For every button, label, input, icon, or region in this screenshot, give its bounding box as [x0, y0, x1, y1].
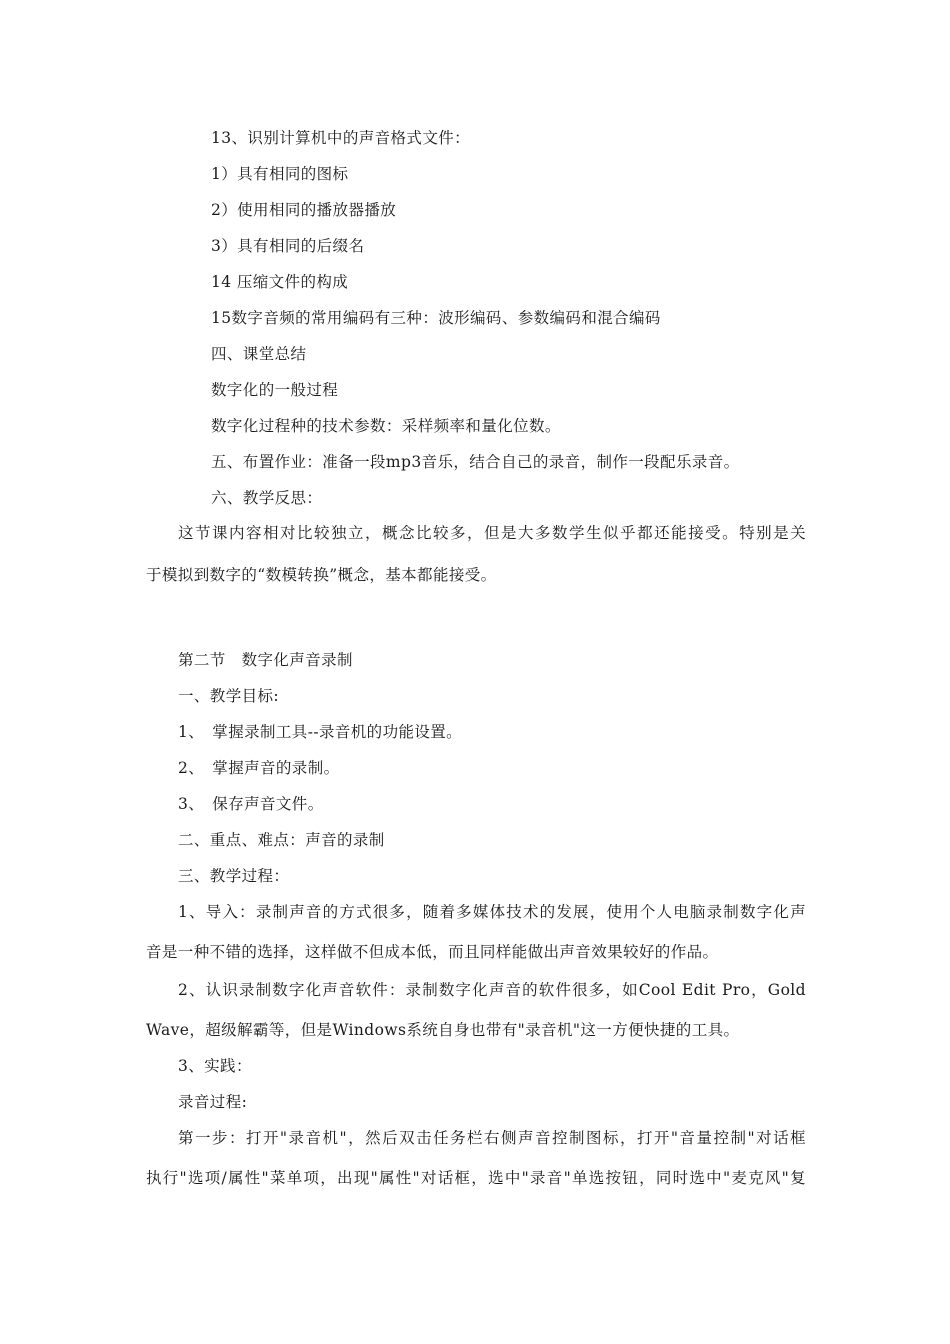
list-item-15: 15数字音频的常用编码有三种：波形编码、参数编码和混合编码 — [211, 309, 661, 327]
goals-heading: 一、教学目标: — [178, 687, 280, 705]
step1-paragraph-line-2: 执行"选项/属性"菜单项，出现"属性"对话框，选中"录音"单选按钮，同时选中"麦克风"复 — [146, 1169, 806, 1187]
list-item-13-2: 2）使用相同的播放器播放 — [211, 201, 397, 219]
section-title: 第二节 数字化声音录制 — [178, 651, 353, 669]
software-paragraph-line-1: 2、认识录制数字化声音软件：录制数字化声音的软件很多，如Cool Edit Pro，Gold — [178, 981, 806, 999]
intro-paragraph-line-2: 音是一种不错的选择，这样做不但成本低，而且同样能做出声音效果较好的作品。 — [146, 943, 719, 961]
key-points-heading: 二、重点、难点：声音的录制 — [178, 831, 385, 849]
goal-item-1: 1、 掌握录制工具--录音机的功能设置。 — [178, 723, 463, 741]
recording-process-heading: 录音过程: — [178, 1093, 248, 1111]
homework-heading: 五、布置作业：准备一段mp3音乐，结合自己的录音，制作一段配乐录音。 — [211, 453, 740, 471]
list-item-13-3: 3）具有相同的后缀名 — [211, 237, 365, 255]
goal-item-3: 3、 保存声音文件。 — [178, 795, 324, 813]
intro-paragraph-line-1: 1、导入：录制声音的方式很多，随着多媒体技术的发展，使用个人电脑录制数字化声 — [178, 903, 806, 921]
reflection-paragraph-line-2: 于模拟到数字的“数模转换”概念，基本都能接受。 — [146, 566, 497, 584]
step1-paragraph-line-1: 第一步：打开"录音机"，然后双击任务栏右侧声音控制图标，打开"音量控制"对话框 — [178, 1129, 806, 1147]
process-heading: 三、教学过程： — [178, 867, 290, 885]
practice-heading: 3、实践： — [178, 1057, 252, 1075]
software-paragraph-line-2: Wave，超级解霸等，但是Windows系统自身也带有"录音机"这一方便快捷的工具。 — [146, 1021, 740, 1039]
reflection-heading: 六、教学反思： — [211, 489, 323, 507]
summary-point-2: 数字化过程种的技术参数：采样频率和量化位数。 — [211, 417, 561, 435]
list-item-13: 13、识别计算机中的声音格式文件： — [211, 129, 471, 147]
list-item-13-1: 1）具有相同的图标 — [211, 165, 349, 183]
list-item-14: 14 压缩文件的构成 — [211, 273, 349, 291]
summary-point-1: 数字化的一般过程 — [211, 381, 339, 399]
summary-heading: 四、课堂总结 — [211, 345, 307, 363]
reflection-paragraph-line-1: 这节课内容相对比较独立，概念比较多，但是大多数学生似乎都还能接受。特别是关 — [178, 524, 806, 542]
goal-item-2: 2、 掌握声音的录制。 — [178, 759, 340, 777]
